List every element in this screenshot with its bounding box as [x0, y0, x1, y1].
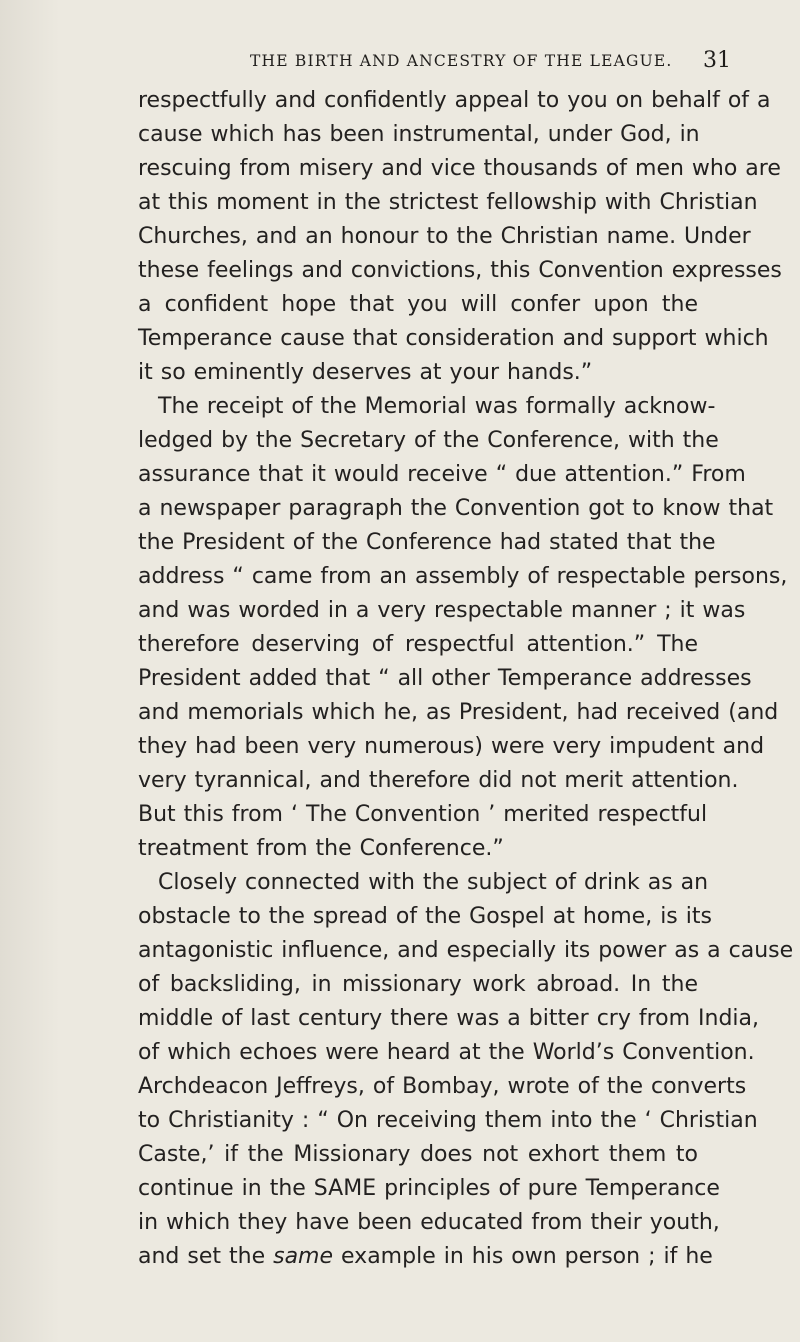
italic-word: same	[273, 1244, 334, 1269]
text-line: Churches, and an honour to the Christian name. Under	[138, 224, 751, 249]
text-line: very tyrannical, and therefore did not merit attention.	[138, 768, 739, 793]
text-line: and memorials which he, as President, had received (and	[138, 700, 779, 725]
text-line: at this moment in the strictest fellowship with Christian	[138, 190, 758, 215]
text-line: antagonistic influence, and especially its power as a cause	[138, 938, 794, 963]
text-line: The receipt of the Memorial was formally acknow-	[158, 394, 716, 419]
text-line: therefore deserving of respectful attention.” The	[138, 632, 698, 657]
text-segment: and set the	[138, 1244, 266, 1269]
text-line: of backsliding, in missionary work abroad. In the	[138, 972, 698, 997]
text-line: Caste,’ if the Missionary does not exhort them to	[138, 1142, 698, 1167]
text-line: they had been very numerous) were very impudent and	[138, 734, 765, 759]
running-head	[0, 46, 800, 76]
text-line: But this from ‘ The Convention ’ merited respectful	[138, 802, 708, 827]
text-line: Temperance cause that consideration and support which	[138, 326, 769, 351]
text-segment: example in his own person ; if he	[341, 1244, 713, 1269]
text-line: in which they have been educated from their youth,	[138, 1210, 720, 1235]
text-line: Closely connected with the subject of drink as an	[158, 870, 709, 895]
text-line: a confident hope that you will confer upon the	[138, 292, 698, 317]
text-line: it so eminently deserves at your hands.”	[138, 360, 593, 385]
text-line: to Christianity : “ On receiving them into the ‘ Christian	[138, 1108, 758, 1133]
text-line: these feelings and convictions, this Convention expresses	[138, 258, 782, 283]
running-title: THE BIRTH AND ANCESTRY OF THE LEAGUE.	[250, 52, 673, 70]
text-line: Archdeacon Jeffreys, of Bombay, wrote of the converts	[138, 1074, 747, 1099]
text-line: respectfully and confidently appeal to you on behalf of a	[138, 88, 771, 113]
text-line: the President of the Conference had stated that the	[138, 530, 716, 555]
text-line: address “ came from an assembly of respectable persons,	[138, 564, 788, 589]
text-line: of which echoes were heard at the World’s Convention.	[138, 1040, 755, 1065]
text-line: President added that “ all other Temperance addresses	[138, 666, 752, 691]
text-line: obstacle to the spread of the Gospel at home, is its	[138, 904, 712, 929]
text-line: rescuing from misery and vice thousands of men who are	[138, 156, 781, 181]
text-line: and was worded in a very respectable manner ; it was	[138, 598, 746, 623]
text-line: ledged by the Secretary of the Conference, with the	[138, 428, 719, 453]
text-line: continue in the SAME principles of pure Temperance	[138, 1176, 720, 1201]
text-line: a newspaper paragraph the Convention got to know that	[138, 496, 774, 521]
text-line: middle of last century there was a bitter cry from India,	[138, 1006, 760, 1031]
page-edge-shadow	[0, 0, 60, 1342]
text-line: assurance that it would receive “ due attention.” From	[138, 462, 746, 487]
page-number: 31	[703, 48, 731, 73]
text-line	[138, 1240, 713, 1274]
text-line: cause which has been instrumental, under God, in	[138, 122, 700, 147]
text-line: treatment from the Conference.”	[138, 836, 504, 861]
